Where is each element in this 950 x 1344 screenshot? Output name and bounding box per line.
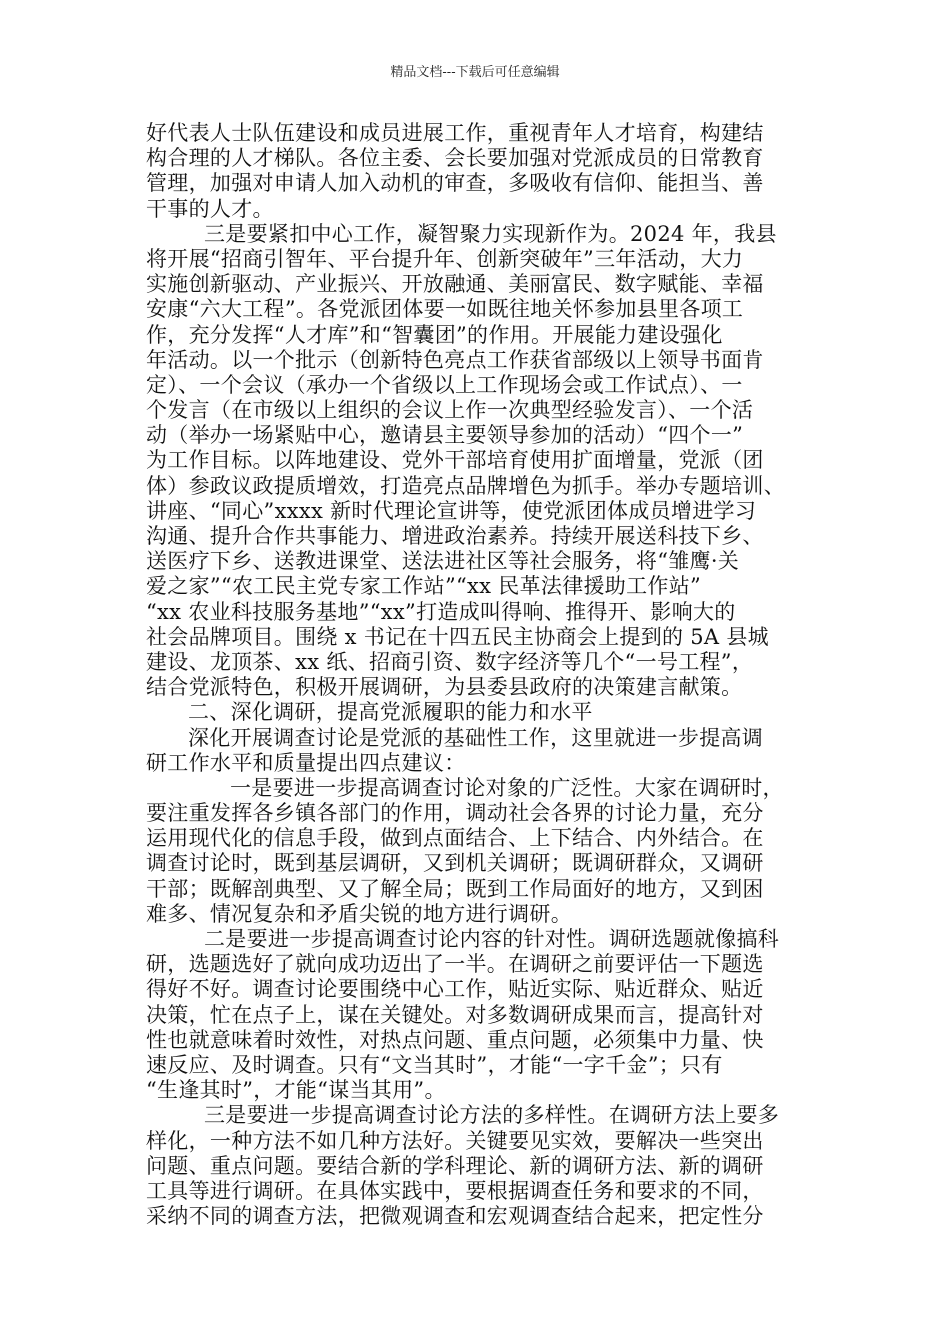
text-line: 问题、重点问题。要结合新的学科理论、新的调研方法、新的调研 bbox=[146, 1153, 764, 1178]
text-line: 要注重发挥各乡镇各部门的作用，调动社会各界的讨论力量，充分 bbox=[146, 801, 764, 826]
text-line: 研工作水平和质量提出四点建议： bbox=[146, 750, 466, 775]
paragraph-start: 二是要进一步提高调查讨论内容的针对性。调研选题就像搞科 bbox=[204, 927, 780, 951]
text-line: 性也就意味着时效性，对热点问题、重点问题，必须集中力量、快 bbox=[146, 1027, 764, 1052]
text-line: 安康“六大工程”。各党派团体要一如既往地关怀参加县里各项工 bbox=[146, 297, 744, 322]
text-line: 送医疗下乡、送教进课堂、送法进社区等社会服务，将“雏鹰·关 bbox=[146, 549, 740, 574]
text-line: 作，充分发挥“人才库”和“智囊团”的作用。开展能力建设强化 bbox=[146, 322, 723, 347]
text-line: 好代表人士队伍建设和成员进展工作，重视青年人才培育，构建结 bbox=[146, 121, 764, 145]
paragraph-start: 深化开展调查讨论是党派的基础性工作，这里就进一步提高调 bbox=[188, 725, 764, 750]
text-line: 决策，忙在点子上，谋在关键处。对多数调研成果而言，提高针对 bbox=[146, 1002, 764, 1027]
text-line: 结合党派特色，积极开展调研，为县委县政府的决策建言献策。 bbox=[146, 675, 743, 700]
text-line: 干部；既解剖典型、又了解全局；既到工作局面好的地方，又到困 bbox=[146, 876, 764, 901]
section-heading: 二、深化调研，提高党派履职的能力和水平 bbox=[188, 700, 593, 725]
text-line: 定）、一个会议（承办一个省级以上工作现场会或工作试点）、一 bbox=[146, 372, 743, 397]
text-line: 将开展“招商引智年、平台提升年、创新突破年”三年活动，大力 bbox=[146, 246, 744, 271]
text-line: 运用现代化的信息手段，做到点面结合、上下结合、内外结合。在 bbox=[146, 826, 764, 851]
text-line bbox=[146, 1229, 814, 1254]
text-line: 体）参政议政提质增效，打造亮点品牌增色为抓手。举办专题培训、 bbox=[146, 473, 785, 498]
text-line: 速反应、及时调查。只有“文当其时”，才能“一字千金”；只有 bbox=[146, 1052, 723, 1077]
text-line: 得好不好。调查讨论要围绕中心工作，贴近实际、贴近群众、贴近 bbox=[146, 977, 764, 1002]
text-line: 难多、情况复杂和矛盾尖锐的地方进行调研。 bbox=[146, 901, 572, 926]
paragraph-start: 三是要紧扣中心工作，凝智聚力实现新作为。2024 年，我县 bbox=[204, 221, 777, 246]
text-line: 研，选题选好了就向成功迈出了一半。在调研之前要评估一下题选 bbox=[146, 952, 764, 977]
text-line: 年活动。以一个批示（创新特色亮点工作获省部级以上领导书面肯 bbox=[146, 347, 764, 372]
text-line: 实施创新驱动、产业振兴、开放融通、美丽富民、数字赋能、幸福 bbox=[146, 272, 764, 297]
page-header: 精品文档---下载后可任意编辑 bbox=[390, 65, 560, 80]
text-line: 构合理的人才梯队。各位主委、会长要加强对党派成员的日常教育 bbox=[146, 146, 764, 171]
text-line: “生逢其时”，才能“谋当其用”。 bbox=[146, 1078, 446, 1103]
document-body bbox=[146, 121, 814, 1254]
text-line: 样化，一种方法不如几种方法好。关键要见实效，要解决一些突出 bbox=[146, 1128, 764, 1153]
text-line: 个发言（在市级以上组织的会议上作一次典型经验发言）、一个活 bbox=[146, 398, 754, 423]
text-line: 工具等进行调研。在具体实践中，要根据调查任务和要求的不同， bbox=[146, 1178, 764, 1203]
text-line: “xx 农业科技服务基地”“xx”打造成叫得响、推得开、影响大的 bbox=[146, 599, 736, 624]
paragraph-start: 三是要进一步提高调查讨论方法的多样性。在调研方法上要多 bbox=[204, 1103, 780, 1128]
text-line: 采纳不同的调查方法，把微观调查和宏观调查结合起来，把定性分 bbox=[146, 1204, 764, 1229]
text-line: 动（举办一场紧贴中心，邀请县主要领导参加的活动）“四个一” bbox=[146, 423, 744, 448]
text-line: 讲座、“同心”xxxx 新时代理论宣讲等，使党派团体成员增进学习 bbox=[146, 498, 757, 523]
paragraph-start: 一是要进一步提高调查讨论对象的广泛性。大家在调研时， bbox=[230, 775, 784, 800]
text-line: 调查讨论时，既到基层调研，又到机关调研；既调研群众，又调研 bbox=[146, 851, 764, 876]
text-line: 沟通、提升合作共事能力、增进政治素养。持续开展送科技下乡、 bbox=[146, 524, 764, 548]
text-line: 爱之家”“农工民主党专家工作站”“xx 民革法律援助工作站” bbox=[146, 574, 702, 599]
text-line: 干事的人才。 bbox=[146, 196, 274, 221]
text-line: 为工作目标。以阵地建设、党外干部培育使用扩面增量，党派（团 bbox=[146, 448, 764, 473]
text-line: 管理，加强对申请人加入动机的审查，多吸收有信仰、能担当、善 bbox=[146, 171, 764, 196]
text-line: 建设、龙顶茶、xx 纸、招商引资、数字经济等几个“一号工程”， bbox=[146, 649, 754, 674]
text-line: 社会品牌项目。围绕 x 书记在十四五民主协商会上提到的 5A 县城 bbox=[146, 624, 769, 649]
